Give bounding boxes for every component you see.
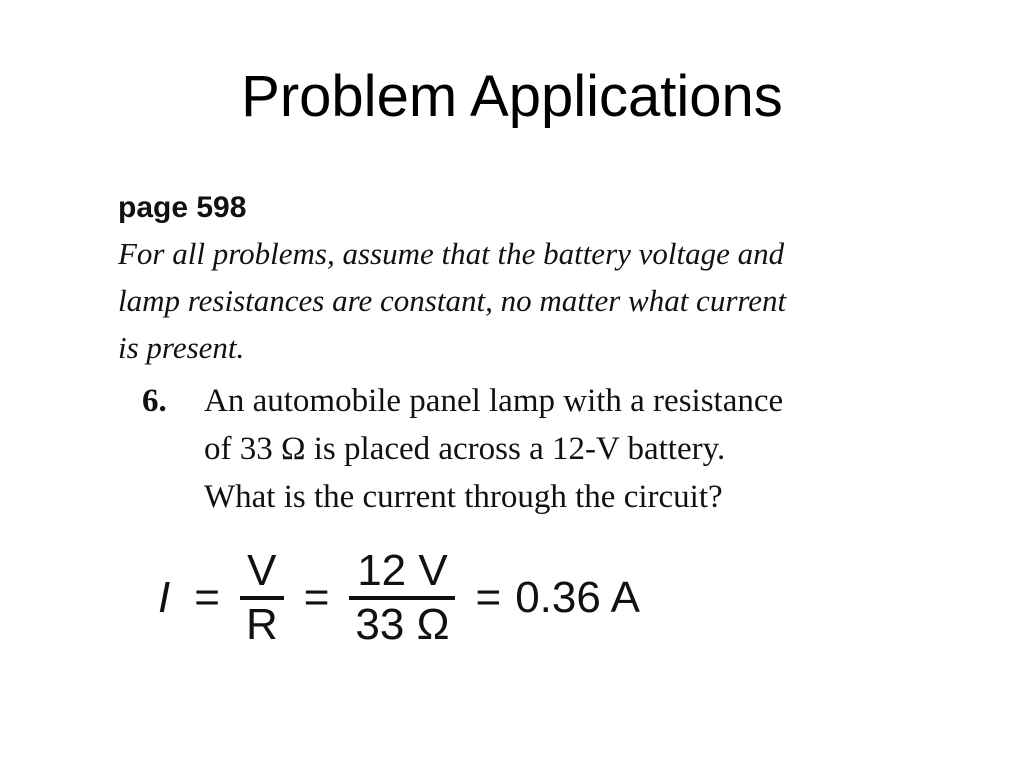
problem-6	[118, 377, 938, 521]
current-result: 0.36 A	[515, 573, 640, 622]
instruction-line: For all problems, assume that the battery voltage and	[118, 236, 785, 271]
current-symbol: I	[158, 573, 171, 622]
page-reference: page 598	[118, 191, 247, 224]
resistance-symbol: R	[245, 600, 278, 649]
resistance-value: 33 Ω	[355, 600, 450, 649]
voltage-symbol: V	[247, 546, 277, 595]
problem-line: of 33 Ω is placed across a 12-V battery.	[204, 431, 726, 467]
voltage-value: 12 V	[357, 546, 448, 595]
problem-line: What is the current through the circuit?	[204, 479, 723, 515]
equals-sign: =	[303, 573, 330, 622]
numeric-fraction	[349, 548, 455, 648]
ohms-law-fraction	[240, 548, 284, 648]
problem-line: An automobile panel lamp with a resistance	[204, 383, 784, 419]
ohms-law-equation	[158, 548, 640, 648]
instruction-line: is present.	[118, 330, 245, 365]
equals-sign: =	[475, 573, 502, 622]
problem-number: 6.	[142, 383, 167, 419]
instruction-line: lamp resistances are constant, no matter what current	[118, 283, 787, 318]
equals-sign: =	[194, 573, 220, 622]
problem-text	[204, 377, 938, 521]
problem-instructions	[118, 230, 938, 371]
textbook-excerpt	[118, 190, 938, 521]
slide-title: Problem Applications	[241, 64, 783, 129]
